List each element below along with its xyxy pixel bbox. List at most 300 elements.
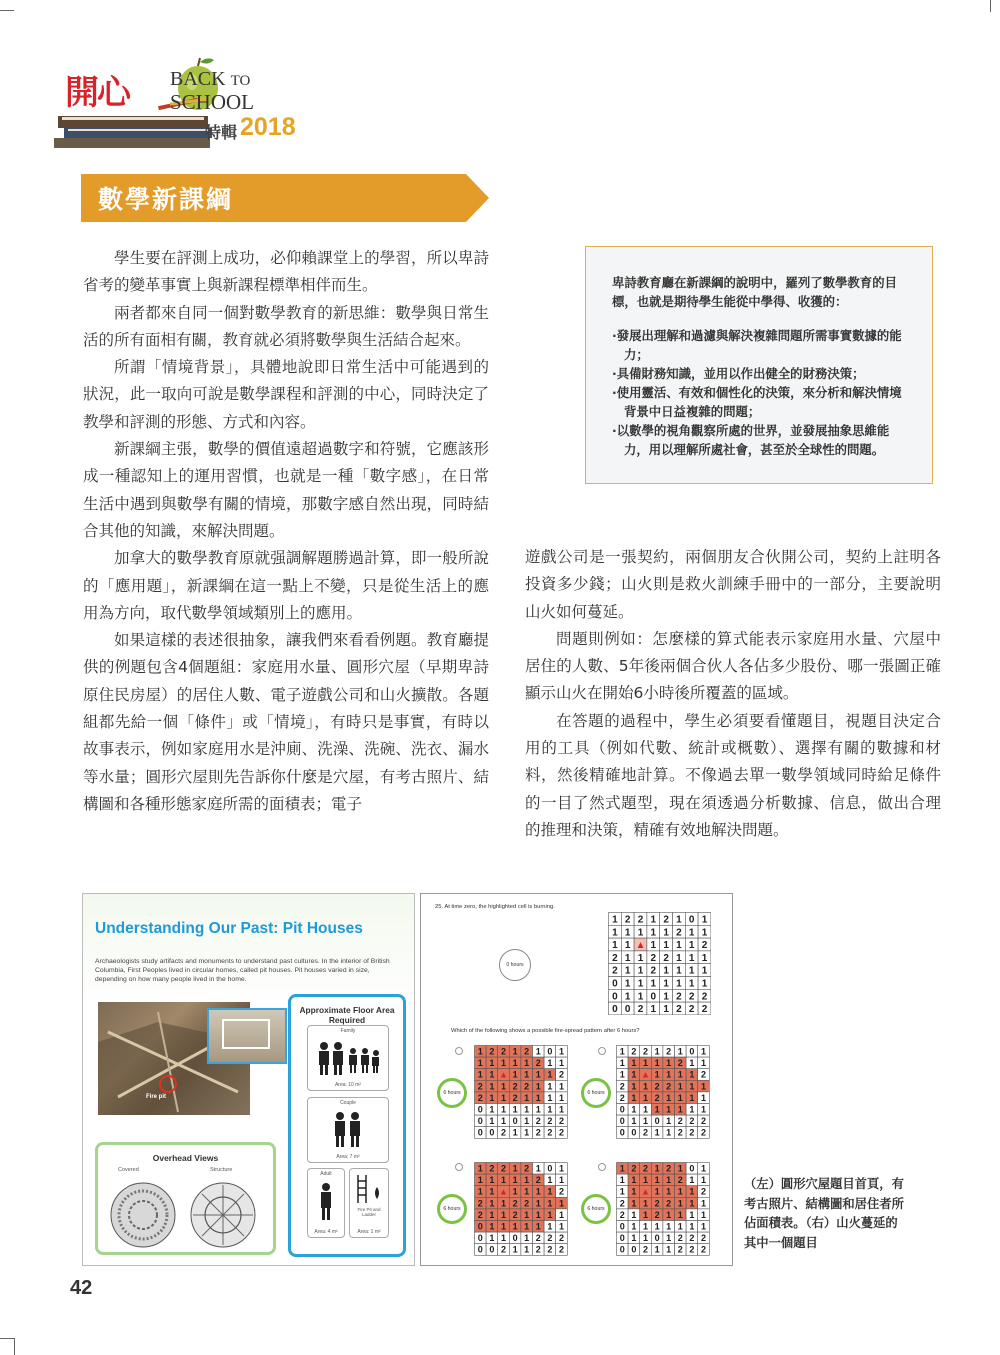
grid-cell-value: 1 [654,1127,660,1138]
grid-cell-value: 1 [701,927,708,939]
grid-cell-value: ▲ [641,1186,650,1197]
option-c-radio[interactable] [455,1163,463,1171]
fire-spread-figure [420,893,733,1266]
grid-cell-value: 1 [631,1175,637,1186]
clock-icon [437,1078,467,1108]
grid-cell-value: 1 [558,1081,565,1092]
grid-cell-value: 1 [654,1163,660,1174]
crop-mark [990,0,991,12]
grid-cell-value: 1 [677,1209,683,1220]
grid-cell-value: 0 [477,1244,483,1255]
grid-cell-value: 0 [631,1244,637,1255]
grid-cell-value: 2 [677,1127,683,1138]
fire-grid-option-a [474,1045,568,1143]
grid-cell-value: 2 [677,1244,683,1255]
grid-cell-value: 1 [677,1198,683,1209]
grid-cell-value: 1 [689,1069,695,1080]
grid-cell-value: 2 [642,1046,649,1057]
grid-cell-value: 2 [677,1058,683,1069]
grid-cell-value: 1 [677,1186,683,1197]
clock-label: 6 hours [587,1206,605,1212]
clock-label: 6 hours [587,1090,605,1096]
option-d-radio[interactable] [598,1163,606,1171]
firepit-ladder-card [349,1168,389,1238]
grid-cell-value: 1 [547,1221,553,1232]
grid-cell-value: 1 [624,927,631,939]
grid-cell-value: 2 [701,991,708,1003]
grid-cell-value: 1 [619,1186,625,1197]
grid-cell-value: 2 [666,1081,672,1092]
option-b-radio[interactable] [598,1047,606,1055]
grid-cell-value: 1 [677,1069,683,1080]
grid-cell-value: 1 [631,1104,637,1115]
grid-cell-value: 1 [500,1198,507,1209]
grid-cell-value: 1 [512,1175,518,1186]
grid-cell-value: 1 [489,1116,495,1127]
grid-cell-value: 1 [677,1081,683,1092]
grid-cell-value: 1 [654,1104,660,1115]
grid-cell-value: 1 [689,1198,695,1209]
pit-house-title: Understanding Our Past: Pit Houses [95,920,363,937]
grid-cell-value: 1 [477,1163,483,1174]
grid-cell-value: 0 [619,1104,625,1115]
grid-cell-value: 2 [624,914,631,926]
grid-cell-value: 1 [642,1058,649,1069]
grid-cell-value: ▲ [635,940,646,952]
grid-cell-value: 1 [654,1058,660,1069]
grid-cell-value: 1 [654,1244,660,1255]
grid-cell-value: 2 [700,1116,707,1127]
grid-cell-value: 1 [558,1221,565,1232]
grid-cell-value: 2 [689,1116,695,1127]
grid-cell-value: 1 [619,1175,625,1186]
grid-cell-value: 1 [619,1069,625,1080]
grid-cell-value: 1 [500,1104,507,1115]
grid-cell-value: 1 [642,1104,649,1115]
grid-cell-value: 1 [689,1186,695,1197]
grid-cell-value: 0 [688,914,695,926]
grid-cell-value: 1 [637,952,644,964]
grid-cell-value: 1 [688,927,695,939]
clock-icon [581,1194,611,1224]
grid-cell-value: 1 [654,1069,660,1080]
header-kai: 開心 [65,73,129,113]
grid-cell-value: 1 [477,1046,483,1057]
grid-cell-value: 0 [689,1046,695,1057]
grid-cell-value: 1 [489,1233,495,1244]
grid-cell-value: 2 [500,1163,507,1174]
grid-cell-value: 2 [535,1233,541,1244]
floor-area-panel [288,994,406,1257]
grid-cell-value: 1 [489,1058,495,1069]
grid-cell-value: 1 [700,1163,707,1174]
grid-cell-value: 1 [666,1092,672,1103]
grid-cell-value: 0 [547,1163,553,1174]
goal-item: ·以數學的視角觀察所處的世界，並發展抽象思維能力，用以理解所處社會，甚至於全球性的問題。 [612,423,890,457]
family-area: Area: 10 m² [334,1082,362,1088]
grid-cell-value: 1 [512,1244,518,1255]
grid-cell-value: 1 [512,1069,518,1080]
grid-cell-value: 1 [677,1092,683,1103]
grid-cell-value: 1 [489,1186,495,1197]
grid-cell-value: 1 [547,1186,553,1197]
grid-cell-value: 0 [477,1221,483,1232]
grid-cell-value: 1 [689,1081,695,1092]
covered-label: Covered [118,1167,139,1173]
grid-cell-value: 0 [612,978,618,990]
grid-cell-value: 1 [631,1116,637,1127]
grid-cell-value: 2 [619,1092,625,1103]
clock-label: 0 hours [506,962,524,968]
grid-cell-value: 1 [688,965,695,977]
grid-cell-value: 2 [535,1058,541,1069]
grid-cell-value: 1 [535,1209,541,1220]
grid-cell-value: 1 [612,927,618,939]
grid-cell-value: 1 [642,1116,649,1127]
grid-cell-value: 2 [477,1081,483,1092]
firepit-ladder-label: Fire Pit and Ladder [357,1207,381,1217]
grid-cell-value: 1 [489,1198,495,1209]
grid-cell-value: 1 [689,1209,695,1220]
grid-cell-value: 2 [500,1127,507,1138]
grid-cell-value: 1 [500,1116,507,1127]
grid-cell-value: 1 [524,1127,530,1138]
grid-cell-value: 0 [619,1233,625,1244]
grid-cell-value: 1 [631,1233,637,1244]
grid-cell-value: 1 [650,940,657,952]
grid-cell-value: 1 [700,1104,707,1115]
grid-cell-value: 1 [689,1104,695,1115]
paragraph: 如果這樣的表述很抽象，讓我們來看看例題。教育廳提供的例題包含4個題組：家庭用水量、圓形穴屋（早期卑詩原住民房屋）的居住人數、電子遊戲公司和山火擴散。各題組都先給一個「條件」或「情境」，有時只是事實，有時以故事表示，例如家庭用水是沖廁、洗澡、洗碗、洗衣、漏水等水量；圓形穴屋則先告訴你什麼是穴屋，有考古照片、結構圖和各種形態家庭所需的面積表；電子 [83,631,489,813]
family-card [307,1025,389,1091]
grid-cell-value: 1 [477,1175,483,1186]
grid-cell-value: 1 [524,1104,530,1115]
grid-cell-value: 2 [700,1186,707,1197]
grid-cell-value: 1 [642,1198,649,1209]
grid-cell-value: 1 [676,952,682,964]
grid-cell-value: 2 [512,1092,518,1103]
adult-label: Adult [320,1171,332,1177]
grid-cell-value: 1 [512,1163,518,1174]
grid-cell-value: 1 [650,914,657,926]
grid-cell-value: 2 [535,1175,541,1186]
grid-cell-value: 2 [619,1198,625,1209]
grid-cell-value: 1 [524,1209,530,1220]
grid-cell-value: 2 [677,1175,683,1186]
grid-cell-value: 1 [700,1221,707,1232]
grid-cell-value: 1 [547,1058,553,1069]
grid-cell-value: 2 [700,1244,707,1255]
grid-cell-value: 1 [676,940,682,952]
grid-cell-value: 1 [631,1081,637,1092]
grid-cell-value: 1 [700,1175,707,1186]
grid-cell-value: 1 [489,1092,495,1103]
grid-cell-value: 1 [631,1209,637,1220]
grid-cell-value: 1 [500,1233,507,1244]
grid-cell-value: 1 [558,1046,565,1057]
grid-cell-value: 2 [642,1163,649,1174]
grid-cell-value: 0 [631,1127,637,1138]
family-icon [308,1026,388,1090]
grid-cell-value: 2 [689,1244,695,1255]
grid-cell-value: 1 [654,1221,660,1232]
grid-cell-value: 1 [558,1198,565,1209]
grid-cell-value: 2 [500,1244,507,1255]
grid-cell-value: 2 [700,1069,707,1080]
paragraph: 問題則例如：怎麼樣的算式能表示家庭用水量、穴屋中居住的人數、5年後兩個合伙人各佔多少股份、哪一張圖正確顯示山火在開始6小時後所覆蓋的區域。 [525,629,941,703]
grid-cell-value: 1 [535,1198,541,1209]
fire-grid-start [608,912,711,1019]
grid-cell-value: 1 [612,940,618,952]
grid-cell-value: 1 [500,1081,507,1092]
grid-cell-value: 1 [677,1221,683,1232]
grid-cell-value: 2 [619,1209,625,1220]
adult-icon [308,1169,344,1237]
grid-cell-value: 1 [631,1198,637,1209]
grid-cell-value: 2 [637,914,644,926]
grid-cell-value: 1 [650,1004,657,1016]
grid-cell-value: 2 [535,1116,541,1127]
grid-cell-value: 1 [489,1221,495,1232]
grid-cell-value: 1 [689,1221,695,1232]
paragraph: 遊戲公司是一張契約，兩個朋友合伙開公司，契約上註明各投資多少錢；山火則是救火訓練手冊中的一部分，主要說明山火如何蔓延。 [525,548,941,621]
grid-cell-value: ▲ [641,1069,650,1080]
overhead-views-panel [95,1142,276,1255]
adult-area: Area: 4 m² [314,1229,338,1235]
grid-cell-value: 2 [637,1004,644,1016]
grid-cell-value: 0 [512,1116,518,1127]
grid-cell-value: 1 [631,1058,637,1069]
grid-cell-value: 2 [666,1163,672,1174]
grid-cell-value: 0 [689,1163,695,1174]
pit-house-figure [82,893,415,1266]
grid-cell-value: 1 [677,1046,683,1057]
grid-cell-value: 1 [666,1244,672,1255]
grid-cell-value: 0 [612,1004,618,1016]
grid-cell-value: 1 [663,940,669,952]
grid-cell-value: 1 [663,927,669,939]
grid-cell-value: 2 [558,1186,565,1197]
grid-cell-value: 2 [666,1198,672,1209]
grid-cell-value: 1 [631,1186,637,1197]
grid-cell-value: 1 [489,1175,495,1186]
grid-cell-value: 1 [489,1209,495,1220]
grid-cell-value: 1 [642,1209,649,1220]
grid-cell-value: 1 [624,978,631,990]
grid-cell-value: 1 [558,1163,565,1174]
grid-cell-value: 2 [666,1046,672,1057]
grid-cell-value: 2 [654,1209,660,1220]
grid-cell-value: 2 [524,1081,530,1092]
adult-card [307,1168,345,1238]
grid-cell-value: 2 [558,1069,565,1080]
grid-cell-value: 1 [535,1186,541,1197]
grid-cell-value: 1 [624,991,631,1003]
grid-cell-value: 1 [524,1058,530,1069]
grid-cell-value: 1 [477,1069,483,1080]
grid-cell-value: 1 [558,1104,565,1115]
figure-caption: （左）圓形穴屋題目首頁，有考古照片、結構圖和居住者所佔面積表。（右）山火蔓延的其中一個題目 [744,1177,904,1250]
paragraph: 加拿大的數學教育原就强調解題勝過計算，即一般所說的「應用題」，新課綱在這一點上不變，只是從生活上的應用為方向，取代數學領域類別上的應用。 [83,549,489,622]
grid-cell-value: 1 [524,1233,530,1244]
grid-cell-value: 1 [688,978,695,990]
grid-cell-value: 1 [700,1198,707,1209]
grid-cell-value: 2 [676,1004,682,1016]
goal-item: ·發展出理解和過濾與解決複雜問題所需事實數據的能力； [612,328,902,362]
site-inset-photo [207,1008,287,1064]
grid-cell-value: 1 [512,1104,518,1115]
grid-cell-value: 2 [663,914,669,926]
grid-cell-value: 1 [535,1104,541,1115]
grid-cell-value: 1 [547,1081,553,1092]
crop-mark [14,1338,15,1355]
goals-list [612,326,912,459]
grid-cell-value: 2 [558,1127,565,1138]
grid-cell-value: 2 [700,1127,707,1138]
paragraph: 在答題的過程中，學生必須要看懂題目，視題目決定合用的工具（例如代數、統計或概數）、選擇有關的數據和材料，然後精確地計算。不像過去單一數學領域同時給足條件的一目了然式題型，現在須透過分析數據、信息，做出合理的推理和決策，精確有效地解決問題。 [525,711,941,839]
grid-cell-value: 1 [500,1221,507,1232]
grid-cell-value: 1 [500,1058,507,1069]
goal-item: ·具備財務知識，並用以作出健全的財務決策； [612,366,865,381]
grid-cell-value: 0 [477,1116,483,1127]
grid-cell-value: 1 [666,1221,672,1232]
grid-cell-value: 1 [700,1046,707,1057]
grid-cell-value: 1 [624,952,631,964]
grid-cell-value: 0 [654,1116,660,1127]
couple-icon [308,1098,388,1162]
grid-cell-value: 1 [489,1069,495,1080]
grid-cell-value: 2 [477,1092,483,1103]
grid-cell-value: 1 [663,991,669,1003]
grid-cell-value: 1 [666,1233,672,1244]
grid-cell-value: 1 [666,1104,672,1115]
header-year: 2018 [240,113,296,141]
grid-cell-value: 1 [524,1116,530,1127]
clock-label: 6 hours [443,1090,461,1096]
grid-cell-value: 0 [477,1127,483,1138]
grid-cell-value: 2 [489,1046,495,1057]
grid-cell-value: 2 [663,952,669,964]
grid-cell-value: 1 [558,1175,565,1186]
grid-cell-value: 1 [700,1092,707,1103]
grid-cell-value: 1 [642,1233,649,1244]
grid-cell-value: 2 [512,1209,518,1220]
crop-mark [0,1338,14,1339]
grid-cell-value: 1 [689,1175,695,1186]
grid-cell-value: 0 [650,991,657,1003]
grid-cell-value: 2 [489,1163,495,1174]
option-a-radio[interactable] [455,1047,463,1055]
grid-cell-value: 1 [666,1209,672,1220]
header-special: 特輯 [205,123,238,142]
grid-cell-value: 1 [535,1046,541,1057]
grid-cell-value: 1 [688,952,695,964]
grid-cell-value: 2 [500,1046,507,1057]
paragraph: 所謂「情境背景」，具體地說即日常生活中可能遇到的狀況，此一取向可說是數學課程和評測的中心，同時決定了教學和評測的形態、方式和內容。 [83,358,489,431]
grid-cell-value: 0 [477,1104,483,1115]
paragraph: 兩者都來自同一個對數學教育的新思維：數學與日常生活的所有面相有關，教育就必須將數學與生活結合起來。 [83,303,489,349]
grid-cell-value: 1 [654,1186,660,1197]
grid-cell-value: 2 [688,991,695,1003]
grid-cell-value: 1 [558,1092,565,1103]
grid-cell-value: 2 [631,1046,637,1057]
fire-question: 25. At time zero, the highlighted cell is burning. [435,904,555,910]
grid-cell-value: 1 [700,1209,707,1220]
grid-cell-value: 1 [676,965,682,977]
grid-cell-value: 1 [700,1081,707,1092]
grid-cell-value: 1 [612,914,618,926]
goal-item: ·使用靈活、有效和個性化的決策，來分析和解決情境背景中日益複雜的問題； [612,385,902,419]
header-back [170,68,250,91]
grid-cell-value: 1 [524,1069,530,1080]
grid-cell-value: ▲ [499,1069,508,1080]
fire-grid-option-b [616,1045,710,1143]
grid-cell-value: 1 [489,1104,495,1115]
pit-house-intro: Archaeologists study artifacts and monuments to understand past cultures. In the interior of British Columbia, First Peoples lived in circular homes, called pit houses. Pit houses varied in size, depending on how many people lived in the home. [95,958,390,983]
grid-cell-value: 1 [535,1163,541,1174]
grid-cell-value: 1 [701,914,708,926]
grid-cell-value: 1 [512,1046,518,1057]
floor-area-title: Approximate Floor Area Required [299,1005,395,1025]
grid-cell-value: 0 [619,1116,625,1127]
fire-grid-option-d [616,1162,710,1260]
header-to-word: TO [230,73,251,89]
grid-cell-value: 2 [701,940,708,952]
grid-cell-value: 1 [701,978,708,990]
grid-cell-value: 1 [524,1221,530,1232]
grid-cell-value: 1 [666,1186,672,1197]
grid-cell-value: 1 [688,940,695,952]
article-left-column [83,245,489,818]
grid-cell-value: 2 [612,952,618,964]
section-title: 數學新課綱 [98,185,234,214]
grid-cell-value: 2 [642,1244,649,1255]
grid-cell-value: 2 [677,1233,683,1244]
box-intro: 卑詩教育廳在新課綱的說明中，羅列了數學教育的目標，也就是期待學生能從中學得、收獲的： [612,275,897,309]
grid-cell-value: 1 [631,1069,637,1080]
grid-cell-value: 1 [558,1058,565,1069]
grid-cell-value: 2 [512,1081,518,1092]
fire-grid-svg [608,912,711,1015]
grid-cell-value: 0 [512,1233,518,1244]
grid-cell-value: 2 [547,1244,553,1255]
grid-cell-value: 2 [619,1081,625,1092]
grid-cell-value: 2 [547,1233,553,1244]
grid-cell-value: 1 [477,1058,483,1069]
grid-cell-value: 1 [619,1058,625,1069]
grid-cell-value: 2 [688,1004,695,1016]
grid-cell-value: 2 [524,1198,530,1209]
grid-cell-value: 1 [500,1092,507,1103]
fire-grid-svg [474,1045,568,1139]
grid-cell-value: 1 [689,1058,695,1069]
grid-cell-value: 1 [642,1092,649,1103]
grid-cell-value: 1 [512,1221,518,1232]
grid-cell-value: 0 [477,1233,483,1244]
grid-cell-value: 1 [535,1092,541,1103]
grid-cell-value: 1 [676,978,682,990]
crop-mark [0,10,14,11]
grid-cell-value: 1 [666,1175,672,1186]
grid-cell-value: 2 [650,952,657,964]
grid-cell-value: 1 [524,1244,530,1255]
grid-cell-value: 0 [619,1221,625,1232]
grid-cell-value: 1 [666,1127,672,1138]
grid-cell-value: 1 [624,965,631,977]
grid-cell-value: 1 [666,1058,672,1069]
article-right-column [525,544,941,844]
grid-cell-value: 1 [619,1046,625,1057]
